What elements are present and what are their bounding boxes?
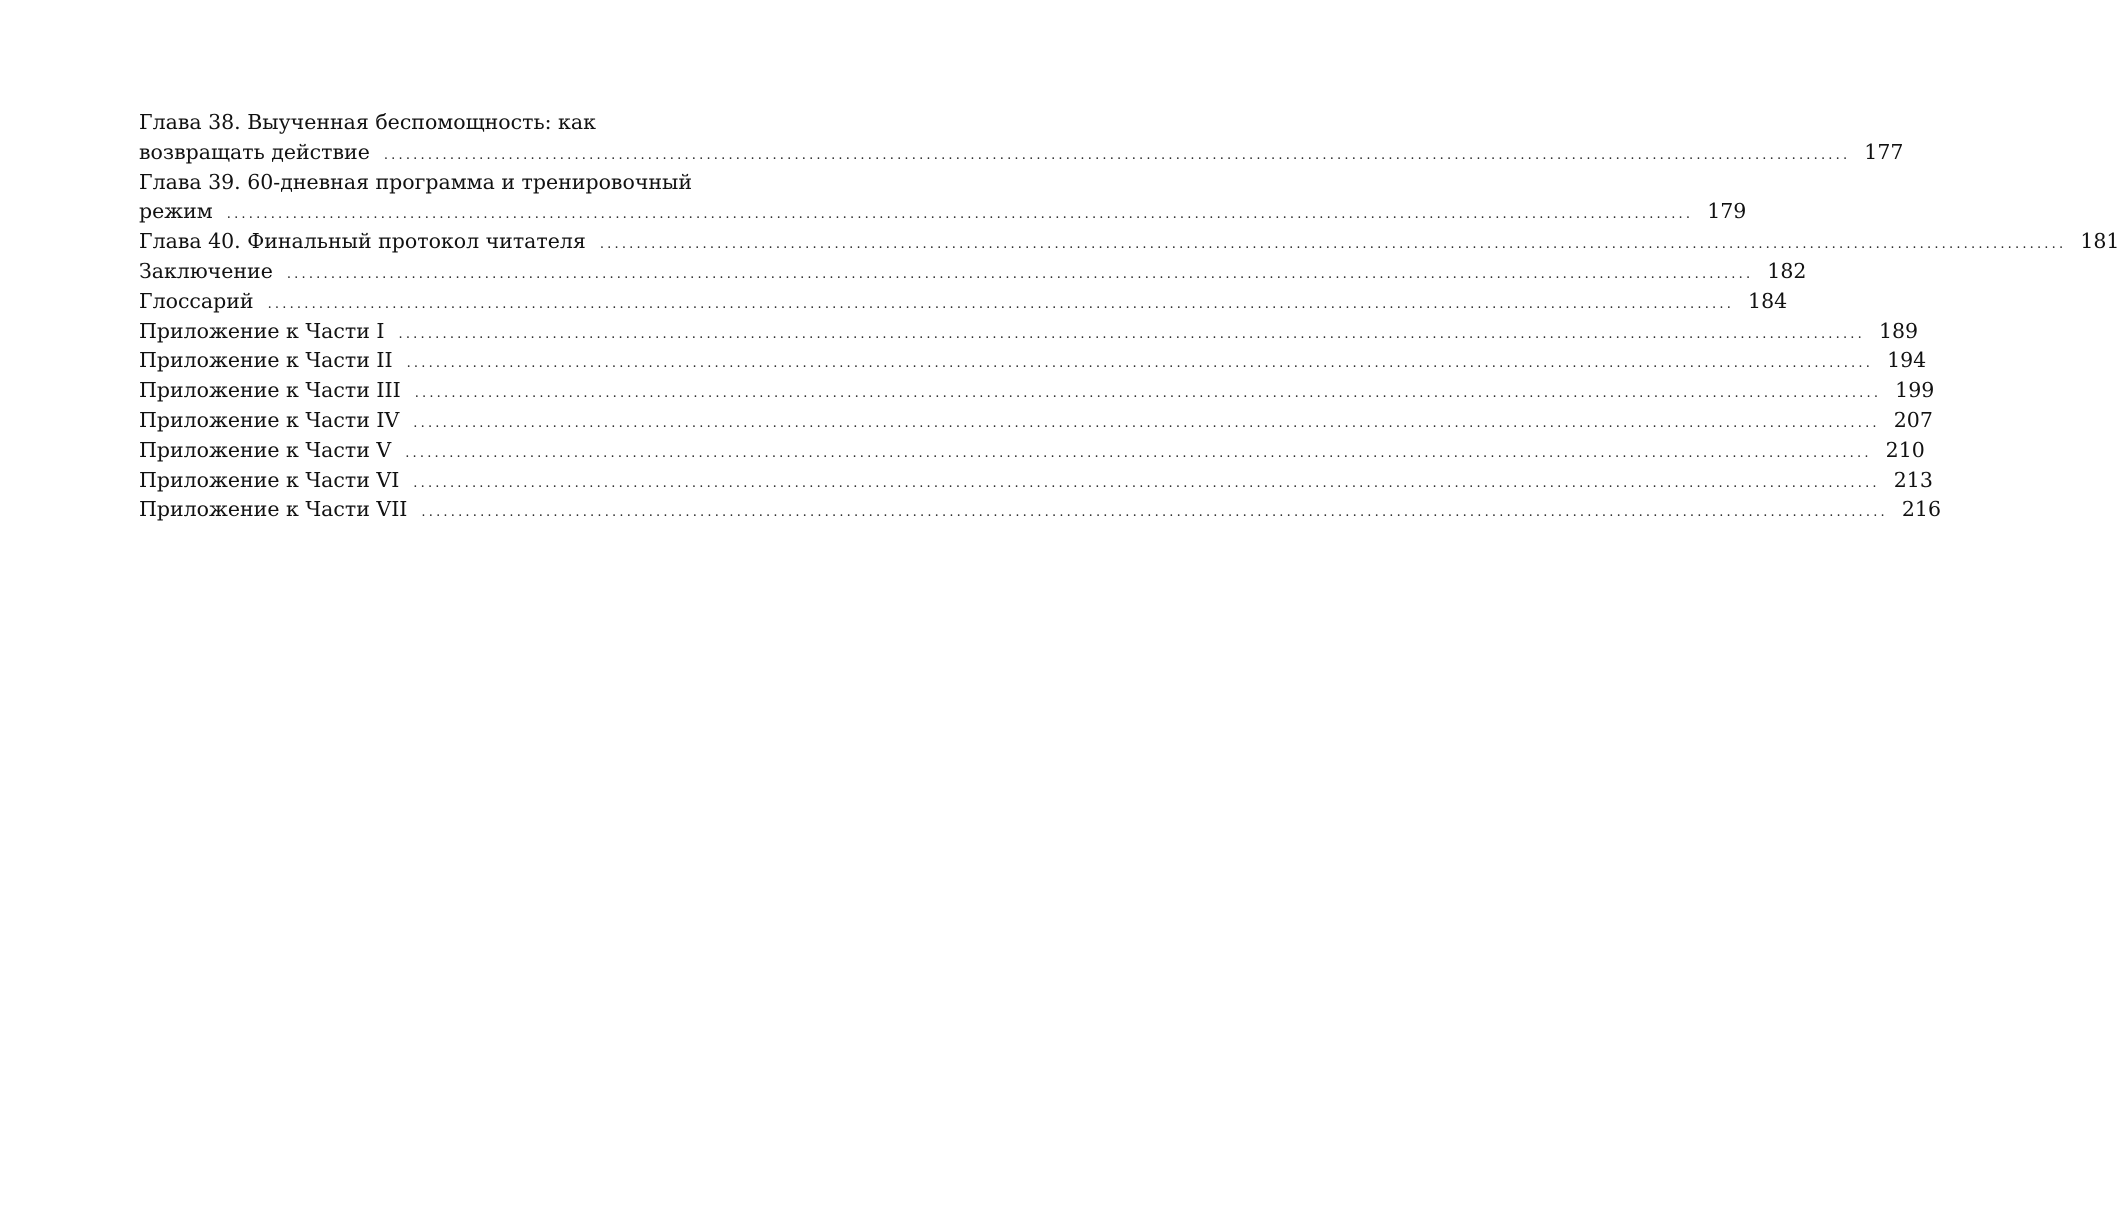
dot-leader: ........................................................................................................................................................................................................ bbox=[405, 445, 1872, 461]
toc-entry-title-line bbox=[139, 466, 1933, 496]
toc-entry-title-line bbox=[139, 495, 1942, 525]
toc-entry-title: Приложение к Части I bbox=[139, 318, 385, 343]
dot-leader: ........................................................................................................................................................................................................ bbox=[267, 296, 1735, 312]
toc-entry-appendix-part-5 bbox=[139, 436, 1925, 466]
toc-page-number: 189 bbox=[1878, 318, 1919, 343]
toc-entry-conclusion bbox=[139, 257, 1807, 287]
toc-entry-title: Глава 40. Финальный протокол читателя bbox=[139, 229, 586, 254]
toc-entry-title: Глоссарий bbox=[139, 288, 254, 313]
toc-entry-title-line bbox=[139, 138, 1904, 168]
toc-page-number: 177 bbox=[1864, 139, 1904, 164]
toc-entry-appendix-part-6 bbox=[139, 466, 1933, 496]
toc-entry-title: Приложение к Части II bbox=[139, 348, 393, 373]
toc-entry-appendix-part-1 bbox=[139, 317, 1919, 347]
toc-entry-title-line bbox=[139, 406, 1933, 436]
toc-entry-title: Глава 39. 60-дневная программа и тренировочный bbox=[139, 169, 693, 194]
toc-entry-title: Заключение bbox=[139, 258, 273, 283]
toc-entry-title: Глава 38. Выученная беспомощность: как bbox=[139, 110, 596, 134]
toc-page-number: 181 bbox=[2080, 229, 2119, 254]
toc-page-number: 182 bbox=[1767, 258, 1807, 283]
toc-page-number: 207 bbox=[1893, 407, 1933, 432]
dot-leader: ........................................................................................................................................................................................................ bbox=[406, 356, 1874, 372]
toc-page-number: 216 bbox=[1901, 497, 1942, 522]
toc-entry-title-line bbox=[139, 376, 1935, 406]
toc-entry-title: Приложение к Части III bbox=[139, 378, 401, 403]
toc-page-number: 194 bbox=[1887, 348, 1927, 373]
toc-entry-title: Приложение к Части VI bbox=[139, 467, 400, 492]
toc-page-number: 210 bbox=[1885, 437, 1925, 462]
dot-leader: ........................................................................................................................................................................................................ bbox=[414, 386, 1882, 402]
dot-leader: ........................................................................................................................................................................................................ bbox=[413, 475, 1880, 491]
toc-entry-title-line bbox=[139, 197, 1747, 227]
toc-page-number: 179 bbox=[1707, 199, 1747, 224]
toc-entry-title-line bbox=[139, 287, 1788, 317]
toc-entry-appendix-part-3 bbox=[139, 376, 1935, 406]
toc-page-number: 213 bbox=[1893, 467, 1933, 492]
toc-entry-title-line bbox=[139, 108, 757, 138]
dot-leader: ........................................................................................................................................................................................................ bbox=[226, 207, 1694, 223]
toc-entry-title-line bbox=[139, 257, 1807, 287]
toc-entry-glossary bbox=[139, 287, 1788, 317]
toc-entry-chapter-38 bbox=[139, 108, 1904, 168]
toc-entry-appendix-part-7 bbox=[139, 495, 1942, 525]
toc-page-number: 199 bbox=[1895, 378, 1935, 403]
dot-leader: ........................................................................................................................................................................................................ bbox=[421, 505, 1888, 521]
dot-leader: ........................................................................................................................................................................................................ bbox=[398, 326, 1865, 342]
toc-entry-title-line bbox=[139, 317, 1919, 347]
toc-entry-title-line bbox=[139, 346, 1927, 376]
toc-entry-appendix-part-2 bbox=[139, 346, 1927, 376]
dot-leader: ........................................................................................................................................................................................................ bbox=[413, 415, 1880, 431]
toc-entry-appendix-part-4 bbox=[139, 406, 1933, 436]
toc-entry-title-line bbox=[139, 436, 1925, 466]
dot-leader: ........................................................................................................................................................................................................ bbox=[599, 237, 2067, 253]
table-of-contents bbox=[139, 108, 2119, 525]
toc-entry-title: Приложение к Части IV bbox=[139, 407, 400, 432]
toc-page-number: 184 bbox=[1748, 288, 1788, 313]
dot-leader: ........................................................................................................................................................................................................ bbox=[286, 266, 1754, 282]
toc-entry-chapter-40 bbox=[139, 227, 2119, 257]
toc-entry-title: режим bbox=[139, 199, 213, 224]
toc-entry-title-line bbox=[139, 168, 757, 198]
toc-entry-title-line bbox=[139, 227, 2119, 257]
toc-entry-title: возвращать действие bbox=[139, 139, 370, 164]
toc-entry-title: Приложение к Части V bbox=[139, 437, 392, 462]
dot-leader: ........................................................................................................................................................................................................ bbox=[383, 147, 1851, 163]
toc-entry-chapter-39 bbox=[139, 168, 1747, 228]
toc-entry-title: Приложение к Части VII bbox=[139, 497, 408, 522]
